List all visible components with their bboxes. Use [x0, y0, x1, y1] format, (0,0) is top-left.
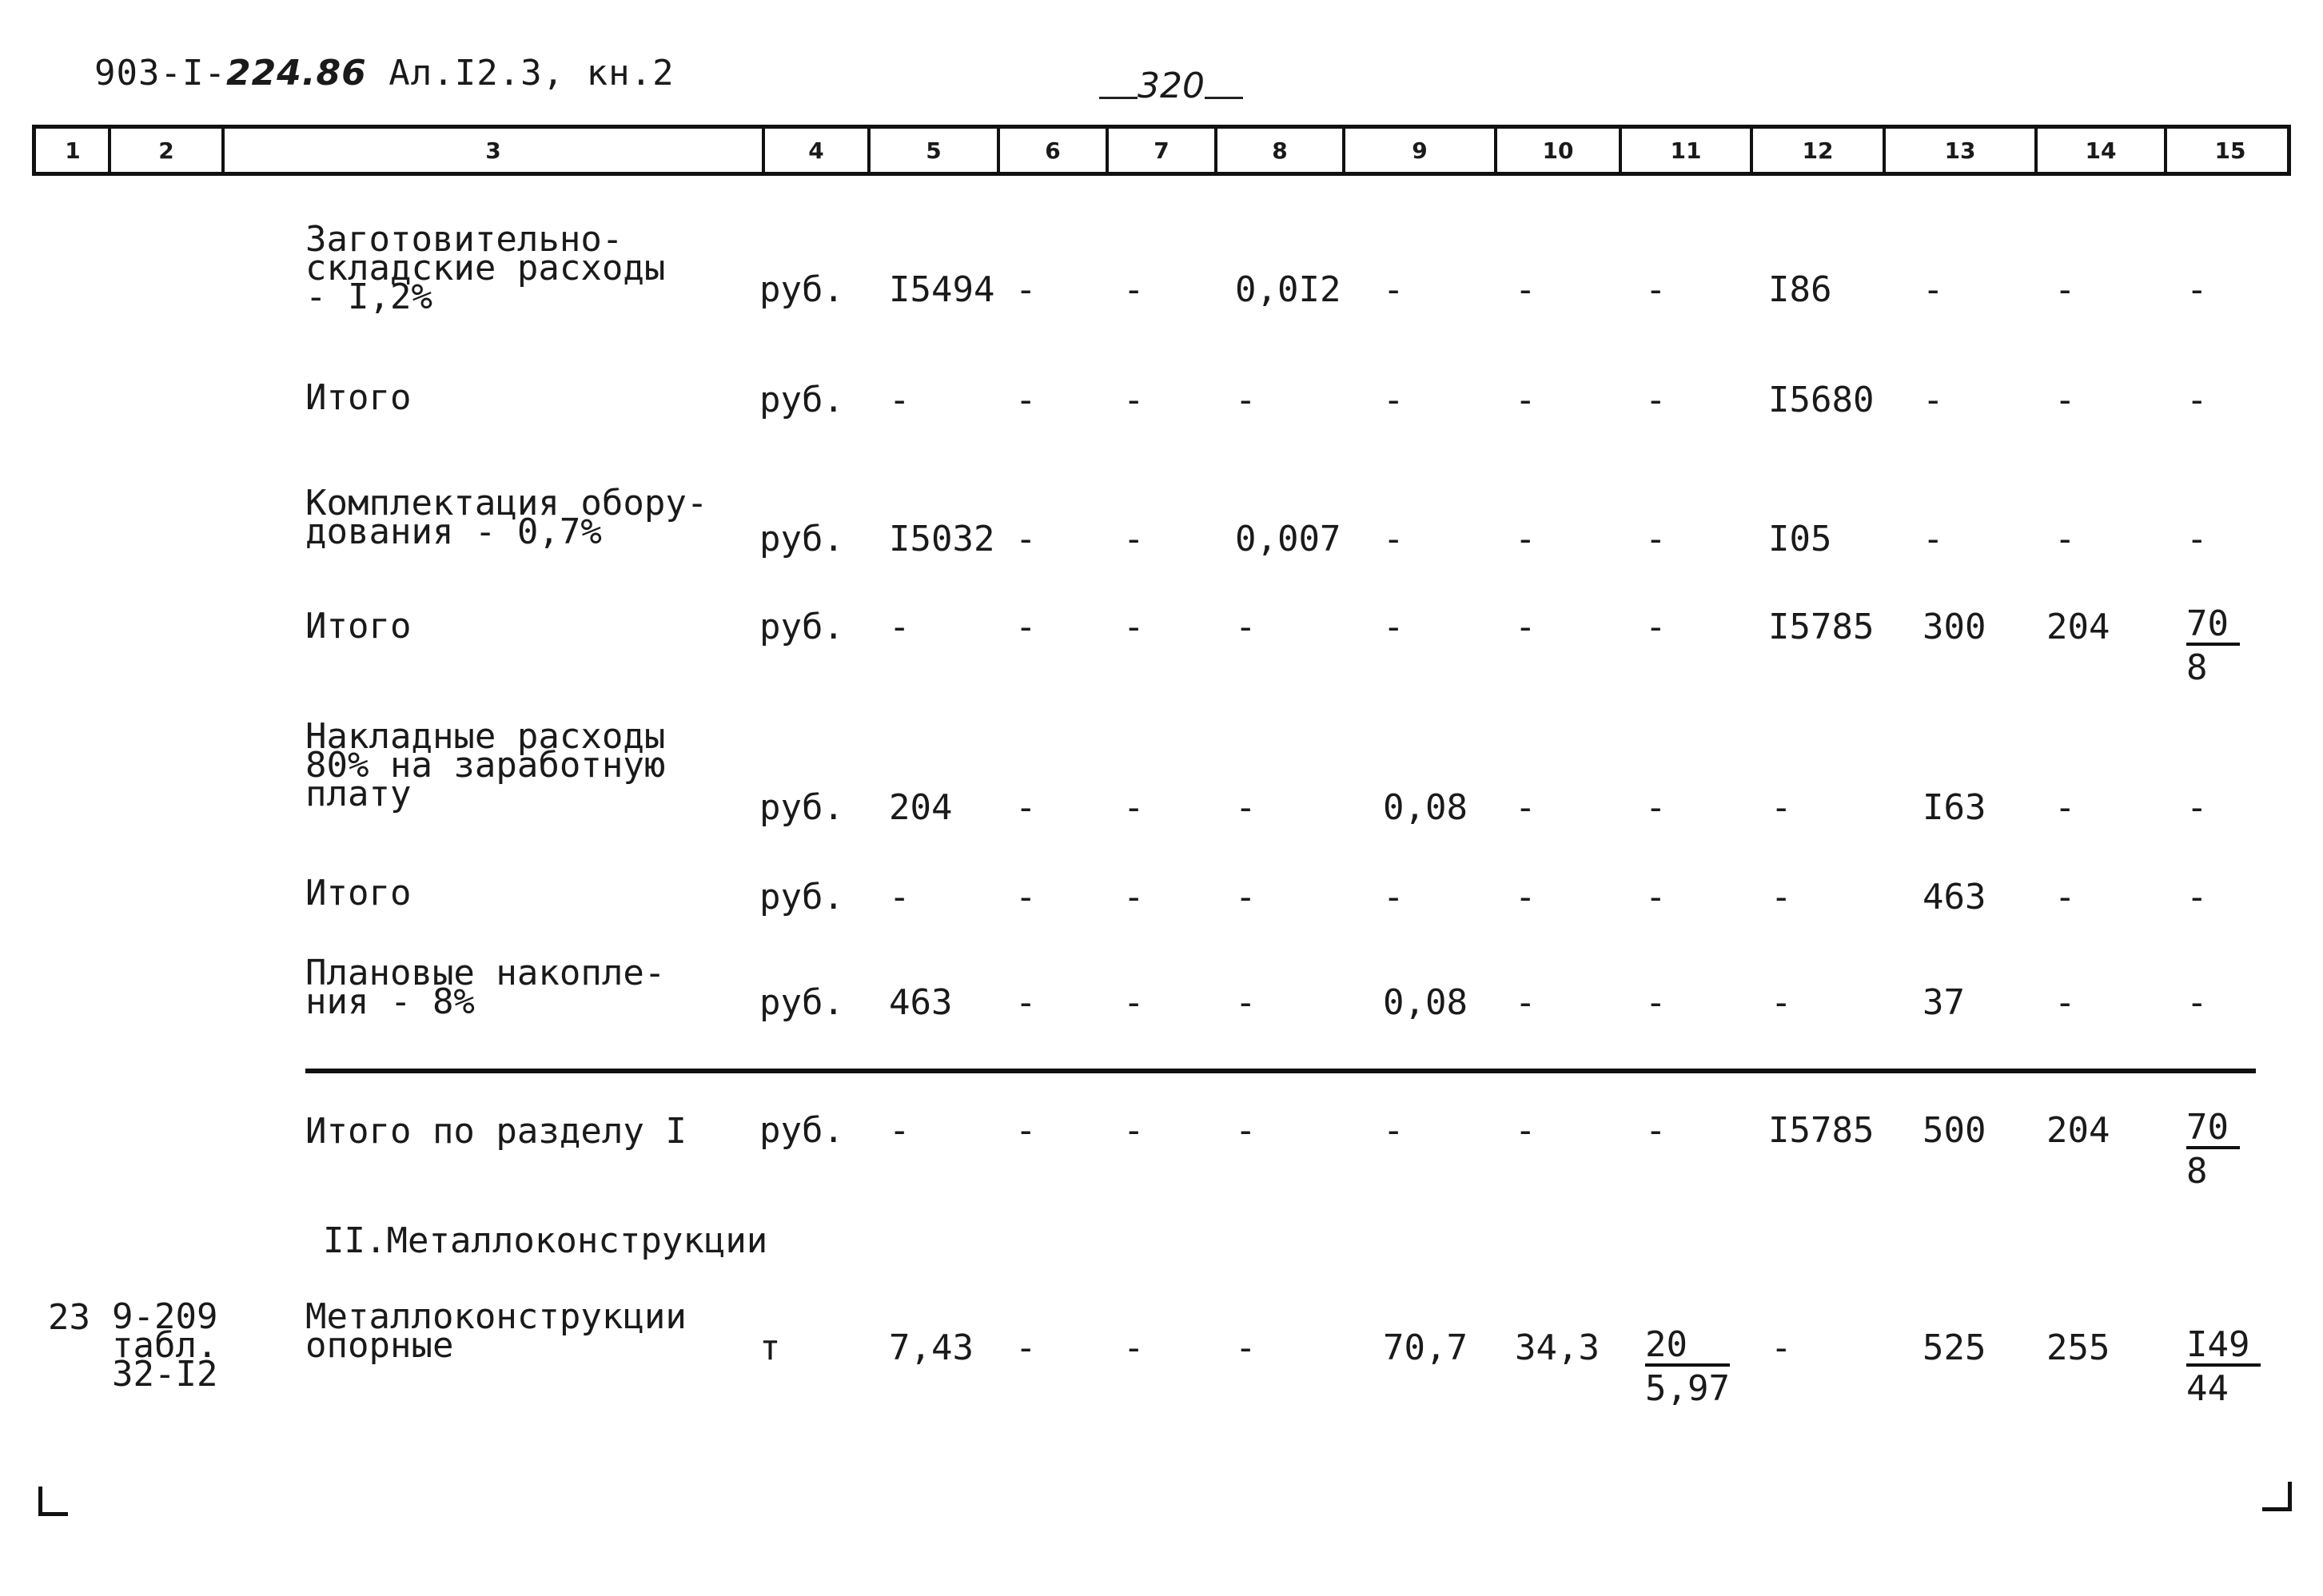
page-number: 320: [1083, 66, 1259, 106]
row-col-15: -: [2186, 269, 2208, 310]
row-col-11: -: [1645, 787, 1667, 828]
row-col-10: 34,3: [1515, 1327, 1600, 1368]
document-code: 903-I-224.86 Ал.I2.3, кн.2: [94, 53, 675, 94]
row-col-15-fraction-denominator: 8: [2186, 647, 2208, 688]
row-col-12: -: [1771, 982, 1792, 1023]
corner-mark-left: [38, 1487, 68, 1516]
row-col-7: -: [1123, 519, 1145, 559]
row-col-13: -: [1923, 269, 1944, 310]
row-description: Итого по разделу I: [305, 1111, 687, 1152]
row-col-9: 0,08: [1383, 982, 1468, 1023]
row-col-14: -: [2054, 269, 2076, 310]
row-col-5: -: [889, 877, 910, 917]
row-col-14: -: [2054, 787, 2076, 828]
column-header-8: 8: [1272, 137, 1288, 164]
row-col-10: -: [1515, 982, 1536, 1023]
row-col-8: -: [1235, 380, 1257, 420]
row-unit: руб.: [759, 877, 844, 917]
row-description: Плановые накопле- ния - 8%: [305, 953, 666, 1022]
row-col-7: -: [1123, 1110, 1145, 1151]
row-col-9: -: [1383, 519, 1405, 559]
row-col-7: -: [1123, 380, 1145, 420]
row-col-6: -: [1015, 1110, 1037, 1151]
row-col-11-fraction-numerator: 20: [1645, 1327, 1730, 1367]
row-col-6: -: [1015, 380, 1037, 420]
column-header-12: 12: [1802, 137, 1834, 164]
row-col-15: -: [2186, 519, 2208, 559]
row-col-12: I5680: [1768, 380, 1875, 420]
row-col-15-fraction-numerator: 70: [2186, 606, 2240, 646]
row-col-7: -: [1123, 269, 1145, 310]
section-total-rule: [305, 1069, 2256, 1073]
row-col-12: I86: [1768, 269, 1832, 310]
column-header-7: 7: [1154, 137, 1169, 164]
column-header-2: 2: [158, 137, 174, 164]
row-col-10: -: [1515, 519, 1536, 559]
row-col-15-fraction: [2186, 1109, 2240, 1194]
row-col-9: -: [1383, 269, 1405, 310]
row-col-8: -: [1235, 607, 1257, 647]
row-col-6: -: [1015, 982, 1037, 1023]
row-col-10: -: [1515, 380, 1536, 420]
row-col-9: 70,7: [1383, 1327, 1468, 1368]
row-col-5: 463: [889, 982, 953, 1023]
row-col-12: -: [1771, 1327, 1792, 1368]
row-col-5: I5494: [889, 269, 995, 310]
row-col-6: -: [1015, 607, 1037, 647]
row-col-14: -: [2054, 380, 2076, 420]
row-col-15: -: [2186, 380, 2208, 420]
row-col-14: -: [2054, 519, 2076, 559]
corner-mark-right: [2262, 1482, 2292, 1511]
row-col-11: -: [1645, 519, 1667, 559]
row-description: Итого: [305, 873, 412, 913]
row-col-10: -: [1515, 877, 1536, 917]
row-col-6: -: [1015, 1327, 1037, 1368]
row-col-12: I5785: [1768, 1110, 1875, 1151]
row-col-14: 255: [2046, 1327, 2110, 1368]
row-col-15-fraction: [2186, 603, 2240, 691]
row-description: Итого: [305, 377, 412, 418]
row-col-12: I05: [1768, 519, 1832, 559]
row-col-7: -: [1123, 877, 1145, 917]
row-unit: руб.: [759, 1110, 844, 1151]
row-col-9: 0,08: [1383, 787, 1468, 828]
row-unit: руб.: [759, 982, 844, 1023]
row-col-15: -: [2186, 982, 2208, 1023]
row-col-13: I63: [1923, 787, 1986, 828]
row-col-11-fraction-denominator: 5,97: [1645, 1368, 1730, 1409]
row-col-10: -: [1515, 607, 1536, 647]
row-unit: руб.: [759, 269, 844, 310]
row-col-5: 7,43: [889, 1327, 974, 1368]
row-col-15-fraction-denominator: 44: [2186, 1368, 2229, 1409]
column-header-14: 14: [2085, 137, 2117, 164]
row-col-11: -: [1645, 877, 1667, 917]
row-col-10: -: [1515, 269, 1536, 310]
row-col-11: -: [1645, 607, 1667, 647]
row-col-6: -: [1015, 787, 1037, 828]
row-col-11: -: [1645, 1110, 1667, 1151]
row-col-13: 525: [1923, 1327, 1986, 1368]
row-col-11: -: [1645, 380, 1667, 420]
row-unit: руб.: [759, 787, 844, 828]
row-col-5: -: [889, 607, 910, 647]
row-col-15-fraction-numerator: I49: [2186, 1327, 2261, 1367]
row-unit: руб.: [759, 519, 844, 559]
row-unit: руб.: [759, 380, 844, 420]
column-header-3: 3: [485, 137, 501, 164]
row-col-7: -: [1123, 787, 1145, 828]
row-col-13: -: [1923, 380, 1944, 420]
row-description: Металлоконструкции опорные: [305, 1296, 687, 1366]
row-col-14: -: [2054, 982, 2076, 1023]
row-col-13: -: [1923, 519, 1944, 559]
row-col-12: -: [1771, 787, 1792, 828]
row-col-9: -: [1383, 380, 1405, 420]
row-description: Итого: [305, 606, 412, 647]
row-col-8: 0,007: [1235, 519, 1341, 559]
row-reference: 9-209 табл. 32-I2: [112, 1296, 218, 1395]
row-col-11: -: [1645, 982, 1667, 1023]
row-unit: руб.: [759, 607, 844, 647]
row-col-10: -: [1515, 1110, 1536, 1151]
row-col-6: -: [1015, 269, 1037, 310]
row-number: 23: [48, 1297, 90, 1338]
row-description: Заготовительно- складские расходы - I,2%: [305, 219, 666, 317]
row-col-14: -: [2054, 877, 2076, 917]
row-col-6: -: [1015, 877, 1037, 917]
row-col-5: -: [889, 1110, 910, 1151]
row-col-13: 37: [1923, 982, 1965, 1023]
row-col-11: -: [1645, 269, 1667, 310]
row-col-15-fraction: [2186, 1324, 2261, 1411]
row-col-12: I5785: [1768, 607, 1875, 647]
column-header-9: 9: [1412, 137, 1428, 164]
row-col-8: -: [1235, 1327, 1257, 1368]
row-col-13: 463: [1923, 877, 1986, 917]
column-header-5: 5: [926, 137, 942, 164]
row-col-8: -: [1235, 1110, 1257, 1151]
row-col-5: -: [889, 380, 910, 420]
row-col-15-fraction-numerator: 70: [2186, 1109, 2240, 1149]
row-col-7: -: [1123, 1327, 1145, 1368]
row-col-9: -: [1383, 877, 1405, 917]
row-col-6: -: [1015, 519, 1037, 559]
row-col-12: -: [1771, 877, 1792, 917]
row-col-5: 204: [889, 787, 953, 828]
row-col-9: -: [1383, 607, 1405, 647]
row-col-7: -: [1123, 607, 1145, 647]
row-description: Накладные расходы 80% на заработную плату: [305, 716, 666, 814]
column-header-13: 13: [1944, 137, 1976, 164]
row-col-7: -: [1123, 982, 1145, 1023]
row-col-8: 0,0I2: [1235, 269, 1341, 310]
row-col-15-fraction-denominator: 8: [2186, 1151, 2208, 1192]
row-col-14: 204: [2046, 607, 2110, 647]
row-col-13: 300: [1923, 607, 1986, 647]
row-col-15: -: [2186, 787, 2208, 828]
column-header-15: 15: [2214, 137, 2246, 164]
row-col-15: -: [2186, 877, 2208, 917]
row-col-11-fraction: [1645, 1324, 1730, 1411]
row-description: Комплектация обору- дования - 0,7%: [305, 483, 708, 552]
row-col-5: I5032: [889, 519, 995, 559]
column-header-4: 4: [808, 137, 824, 164]
column-header-1: 1: [65, 137, 81, 164]
column-header-11: 11: [1670, 137, 1702, 164]
row-col-8: -: [1235, 877, 1257, 917]
row-col-8: -: [1235, 982, 1257, 1023]
section-2-title: II.Металлоконструкции: [323, 1220, 768, 1261]
column-header-10: 10: [1542, 137, 1574, 164]
row-col-8: -: [1235, 787, 1257, 828]
row-col-13: 500: [1923, 1110, 1986, 1151]
column-header-6: 6: [1045, 137, 1061, 164]
row-col-14: 204: [2046, 1110, 2110, 1151]
row-col-10: -: [1515, 787, 1536, 828]
row-unit: т: [759, 1327, 781, 1368]
column-header-row: [32, 125, 2291, 176]
row-col-9: -: [1383, 1110, 1405, 1151]
